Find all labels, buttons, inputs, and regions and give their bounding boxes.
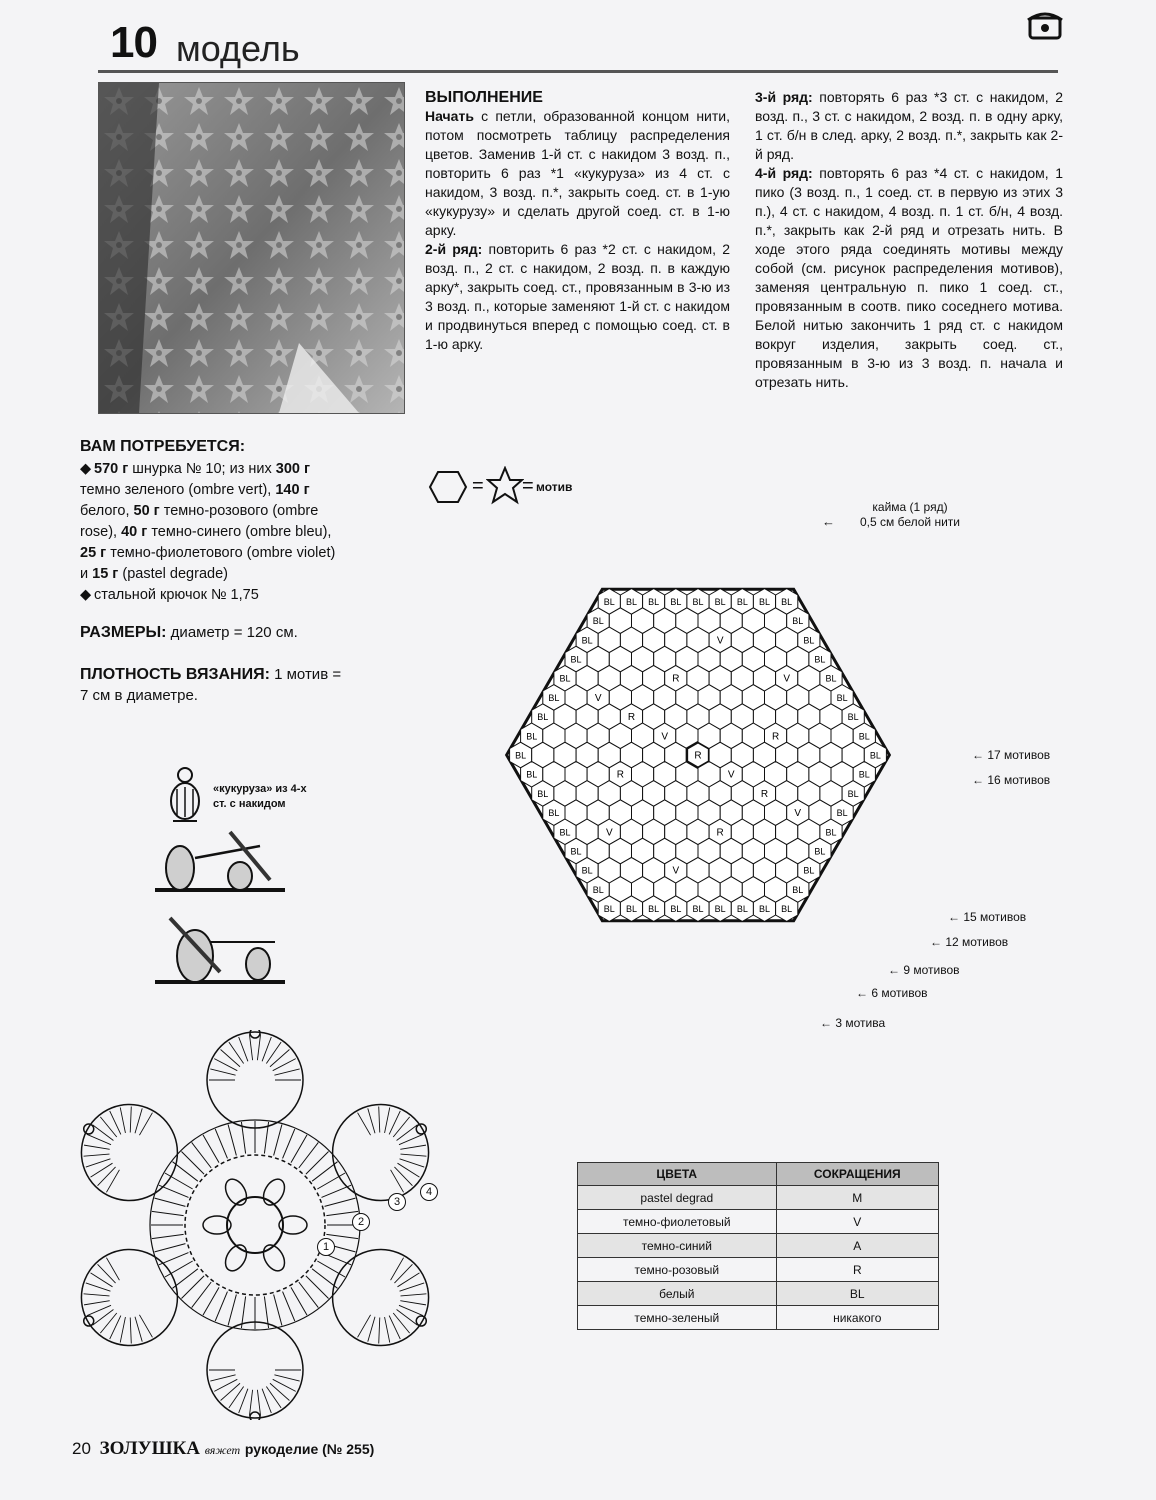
count-3: ← 3 мотива [820, 1016, 886, 1030]
color-name: темно-розовый [578, 1258, 777, 1282]
hex-label: BL [836, 808, 848, 819]
mat-amount: 40 г [121, 524, 148, 540]
hex-label: BL [792, 616, 804, 627]
hex-label: V [661, 731, 669, 743]
density-value: 1 мотив = [269, 666, 342, 683]
table-header: ЦВЕТА [578, 1163, 777, 1186]
hex-label: BL [603, 596, 615, 607]
motif-crochet-chart [60, 1030, 450, 1425]
stitch-illustration-2 [150, 912, 290, 995]
hex-label: BL [814, 846, 826, 857]
mat-text: темно-фиолетового (ombre violet) [106, 545, 336, 561]
hex-label: BL [670, 596, 682, 607]
table-row [578, 1258, 939, 1282]
border-note-1: кайма (1 ряд) [872, 500, 948, 514]
hex-label: BL [792, 884, 804, 895]
count-17: ← 17 мотивов [972, 748, 1051, 762]
mat-text: rose), [80, 524, 122, 540]
sizes-line [80, 622, 298, 643]
hex-label: BL [759, 904, 771, 915]
hex-label: R [771, 731, 780, 743]
execution-column-1 [425, 88, 730, 354]
row-number-2: 2 [352, 1213, 370, 1231]
color-abbr: BL [776, 1282, 938, 1306]
color-name: pastel degrad [578, 1186, 777, 1210]
hex-label: BL [559, 673, 571, 684]
mat-amount: 140 г [275, 482, 310, 498]
hex-label: BL [537, 712, 549, 723]
hex-label: BL [581, 635, 593, 646]
table-row [578, 1210, 939, 1234]
color-name: темно-синий [578, 1234, 777, 1258]
mat-text: темно-синего (ombre bleu), [147, 524, 332, 540]
materials-block [80, 436, 400, 606]
model-title: модель [176, 28, 300, 69]
page-number: 20 [72, 1439, 91, 1458]
mat-text: темно зеленого (ombre vert), [80, 482, 276, 498]
hex-label: V [783, 673, 791, 685]
row4-text: повторять 6 раз *4 ст. с накидом, 1 пико (3 возд. п., 1 соед. ст. в первую из этих 3 п.), 4 ст. с накидом, 4 возд. п. 1 ст. б/н, 4 возд. п.*, закрыть как 2-й ряд и отрезать нить. В ходе этого ряда соединять мотивы между собой (см. рисунок распределения мотивов), заменяя центральную п. пико 1 соед. ст., провязанным в соотв. пико соседнего мотива. Белой нитью закончить 1 ряд ст. с накидом вокруг изделия, закрыть соед. ст., провязанным в 3-ю из 3 возд. п. начала и отрезать нить. [755, 165, 1063, 390]
materials-heading: ВАМ ПОТРЕБУЕТСЯ: [80, 438, 246, 455]
hex-label: BL [548, 808, 560, 819]
hex-label: BL [714, 904, 726, 915]
hex-label: BL [736, 904, 748, 915]
border-arrow-icon: ← [822, 514, 835, 529]
table-row [578, 1186, 939, 1210]
publisher-logo-icon [1020, 8, 1072, 44]
mat-text: (pastel degrade) [118, 566, 228, 582]
color-name: темно-зеленый [578, 1306, 777, 1330]
color-abbr: V [776, 1210, 938, 1234]
hex-label: BL [858, 769, 870, 780]
hex-label: R [760, 788, 769, 800]
count-15: ← 15 мотивов [948, 910, 1027, 924]
hex-label: BL [603, 904, 615, 915]
color-abbr: никакого [776, 1306, 938, 1330]
color-abbr: A [776, 1234, 938, 1258]
model-number: 10 [110, 18, 157, 67]
color-name: белый [578, 1282, 777, 1306]
hex-label: BL [570, 654, 582, 665]
execution-column-2 [755, 88, 1063, 392]
hex-label: BL [825, 827, 837, 838]
border-note-2: 0,5 см белой нити [860, 515, 960, 529]
hex-label: V [716, 635, 724, 647]
hex-label: BL [548, 692, 560, 703]
stitch-caption [213, 782, 307, 812]
row2-lead: 2-й ряд: [425, 241, 483, 257]
hex-label: BL [692, 904, 704, 915]
row-number-3: 3 [388, 1193, 406, 1211]
row-number-4: 4 [420, 1183, 438, 1201]
row4-lead: 4-й ряд: [755, 165, 813, 181]
stitch-caption-1: «кукуруза» из 4-х [213, 783, 307, 795]
mat-text: и [80, 566, 93, 582]
hex-label: R [627, 712, 636, 724]
mat-hook: стальной крючок № 1,75 [94, 587, 259, 603]
hex-label: BL [803, 865, 815, 876]
sizes-value: диаметр = 120 см. [166, 624, 298, 641]
intro-lead: Начать [425, 108, 474, 124]
hex-label: R [694, 750, 702, 762]
mat-text: белого, [80, 503, 134, 519]
density-label: ПЛОТНОСТЬ ВЯЗАНИЯ: [80, 666, 270, 683]
hex-label: BL [814, 654, 826, 665]
hex-label: BL [537, 788, 549, 799]
hex-label: V [794, 808, 802, 820]
hex-label: BL [869, 750, 881, 761]
table-row [578, 1306, 939, 1330]
hex-label: R [672, 673, 680, 685]
sizes-label: РАЗМЕРЫ: [80, 624, 167, 641]
hex-label: BL [526, 731, 538, 742]
hex-label: BL [736, 596, 748, 607]
magazine-issue: рукоделие (№ 255) [244, 1441, 375, 1457]
hex-label: V [672, 865, 680, 877]
stitch-symbol-icon [165, 765, 205, 830]
hex-label: BL [526, 769, 538, 780]
count-16: ← 16 мотивов [972, 773, 1051, 787]
mat-total: 570 г [94, 461, 129, 477]
density-value-2: 7 см в диаметре. [80, 687, 198, 704]
hex-label: BL [781, 596, 793, 607]
hex-label: BL [625, 904, 637, 915]
hex-label: BL [781, 904, 793, 915]
hex-label: R [716, 827, 724, 839]
bullet-icon: ◆ [80, 587, 92, 603]
execution-heading: ВЫПОЛНЕНИЕ [425, 89, 543, 106]
mat-amount: 15 г [92, 566, 119, 582]
table-header: СОКРАЩЕНИЯ [776, 1163, 938, 1186]
count-12: ← 12 мотивов [930, 935, 1009, 949]
hex-label: BL [847, 712, 859, 723]
hex-label: BL [570, 846, 582, 857]
magazine-script: вяжет [204, 1443, 241, 1457]
hex-label: BL [592, 884, 604, 895]
hex-label: BL [648, 596, 660, 607]
row3-text: повторять 6 раз *3 ст. с накидом, 2 возд. п., 3 ст. с накидом, 2 возд. п. в одну арку, 1 ст. б/н в след. арку, 2 возд. п.*, закрыть как 2-й ряд. [755, 89, 1063, 162]
intro-text: с петли, образованной концом нити, потом посмотреть таблицу распределения цветов. Заменив 1-й ст. с накидом 3 возд. п., повторить 6 раз *1 «кукуруза» из 4 ст. с накидом, 3 возд. п.*, закрыть соед. ст. в 1-ую «кукурузу» и сделать другой соед. ст. в 1-ю арку. [425, 108, 730, 238]
stitch-caption-2: ст. с накидом [213, 798, 286, 810]
colors-table [577, 1162, 939, 1330]
hex-label: BL [847, 788, 859, 799]
hex-label: R [616, 769, 625, 781]
footer [72, 1438, 374, 1460]
color-abbr: R [776, 1258, 938, 1282]
mat-amount: 50 г [133, 503, 160, 519]
hex-label: BL [625, 596, 637, 607]
stitch-illustration-1 [150, 828, 290, 903]
hex-label: BL [581, 865, 593, 876]
hex-label: BL [670, 904, 682, 915]
header-rule [98, 70, 1058, 73]
count-9: ← 9 мотивов [888, 963, 960, 977]
row-number-1: 1 [317, 1238, 335, 1256]
hex-label: BL [759, 596, 771, 607]
mat-amount: 25 г [80, 545, 107, 561]
hex-label: V [594, 692, 602, 704]
row2-text: повторить 6 раз *2 ст. с накидом, 2 возд. п., 2 ст. с накидом, 2 возд. п. в каждую арку*, закрыть соед. ст., провязанным в 3-ю из 3 возд. п., которые заменяют 1-й ст. с накидом и продвинуться вперед с помощью соед. ст. в 1-ю арку. [425, 241, 730, 352]
count-6: ← 6 мотивов [856, 986, 928, 1000]
hex-label: BL [825, 673, 837, 684]
table-row [578, 1282, 939, 1306]
mat-amount: 300 г [275, 461, 311, 477]
hex-label: BL [836, 692, 848, 703]
hex-label: BL [692, 596, 704, 607]
legend-eq: = [472, 475, 484, 497]
legend-motif-label: мотив [536, 480, 573, 494]
bullet-icon: ◆ [80, 461, 92, 477]
hex-label: BL [648, 904, 660, 915]
magazine-brand: ЗОЛУШКА [99, 1438, 200, 1459]
hex-label: BL [858, 731, 870, 742]
hex-label: BL [515, 750, 527, 761]
color-name: темно-фиолетовый [578, 1210, 777, 1234]
hex-label: BL [559, 827, 571, 838]
hex-label: V [605, 827, 613, 839]
colors-table-wrap [577, 1162, 939, 1330]
hex-label: BL [592, 616, 604, 627]
table-row [578, 1234, 939, 1258]
hex-label: BL [803, 635, 815, 646]
density-block [80, 664, 400, 706]
mat-text: темно-розового (ombre [159, 503, 319, 519]
color-abbr: M [776, 1186, 938, 1210]
product-photo [98, 82, 405, 414]
hex-label: BL [714, 596, 726, 607]
legend-eq-2: = [522, 475, 534, 497]
row3-lead: 3-й ряд: [755, 89, 813, 105]
mat-text: шнурка № 10; из них [128, 461, 276, 477]
hex-label: V [727, 769, 735, 781]
